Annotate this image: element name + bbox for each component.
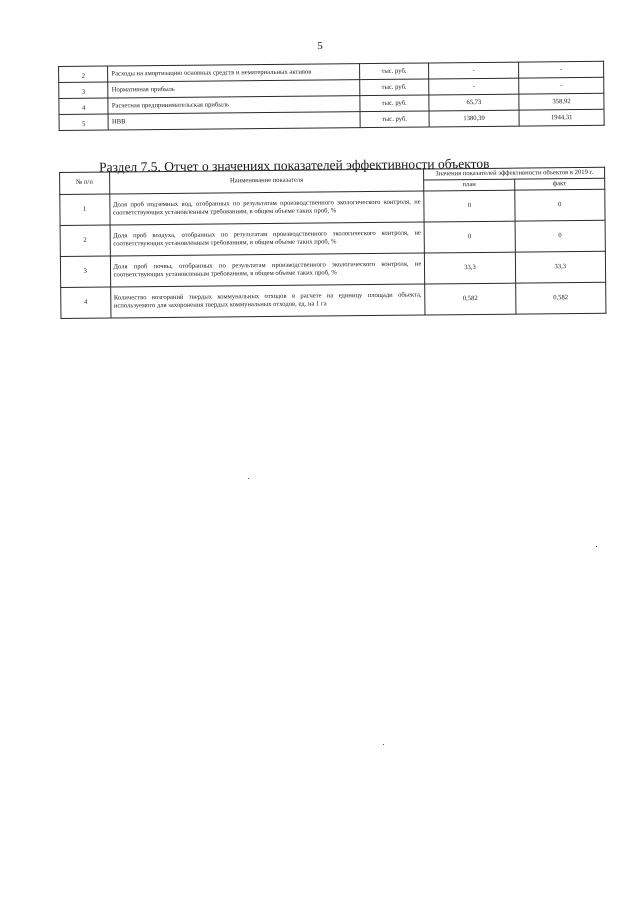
column-header-plan: план [424,179,514,191]
scan-speck [383,744,384,745]
indicator-name: Расчетная предпринимательская прибыль [108,96,360,114]
unit-cell: тыс. руб. [360,79,429,96]
indicator-name: НВВ [108,112,360,130]
column-header-fact: факт [514,178,604,190]
row-number: 3 [59,82,109,98]
value-cell: - [429,78,520,95]
table-row [61,282,606,318]
row-number: 5 [59,114,109,130]
unit-cell: тыс. руб. [359,63,428,80]
row-number: 2 [60,225,110,256]
value-cell: 1944,31 [519,109,604,126]
efficiency-indicators-table [59,167,606,319]
value-cell: 358,92 [519,93,604,110]
indicator-name: Доля проб почвы, отобранных по результатам производственного экологического контроля, не соответствующих установленным требованиям, в общем объеме таких проб, % [110,253,425,287]
indicator-name: Доля проб подземных вод, отобранных по результатам производственного экологического контроля, не соответствующих установленным требованиям, в общем объеме таких проб, % [109,191,424,225]
value-cell: 1380,39 [429,110,520,127]
row-number: 4 [59,98,109,114]
plan-value: 33,3 [425,252,516,284]
value-cell: - [519,77,604,94]
scan-speck [596,546,597,547]
plan-value: 0 [424,221,515,253]
page-number: 5 [317,40,323,52]
section-title: Раздел 7.5. Отчет о значениях показателей эффективности объектов [98,155,490,175]
indicator-name: Расходы на амортизацию основных средств и нематериальных активов [108,64,360,82]
indicator-name: Количество возгораний твердых коммунальных отходов в расчете на единицу площади объекта, используемого для захоронения твердых коммунальных отходов, ед. на 1 га [110,284,425,318]
column-header-name: Наименование показателя [109,169,424,194]
economic-indicators-table [58,61,605,131]
plan-value: 0 [424,190,515,222]
fact-value: 0 [514,189,605,221]
indicator-name: Нормативная прибыль [108,80,360,98]
row-number: 4 [61,287,111,318]
fact-value: 0,582 [515,282,606,314]
fact-value: 0 [515,220,606,252]
fact-value: 33,3 [515,251,606,283]
value-cell: 65,73 [429,94,520,111]
row-number: 3 [60,256,110,287]
unit-cell: тыс. руб. [360,111,429,128]
row-number: 1 [60,194,110,225]
value-cell: - [428,62,519,79]
row-number: 2 [59,66,109,82]
unit-cell: тыс. руб. [360,95,429,112]
column-header-values: Значения показателей эффективности объектов в 2019 г. [424,167,605,180]
value-cell: - [519,61,604,78]
indicator-name: Доля проб воздуха, отобранных по результатам производственного экологического контроля, не соответствующих установленным требованиям, в общем объеме таких проб, % [110,222,425,256]
plan-value: 0,582 [425,283,516,315]
scan-speck [248,478,249,479]
column-header-number: № п/п [60,172,110,194]
